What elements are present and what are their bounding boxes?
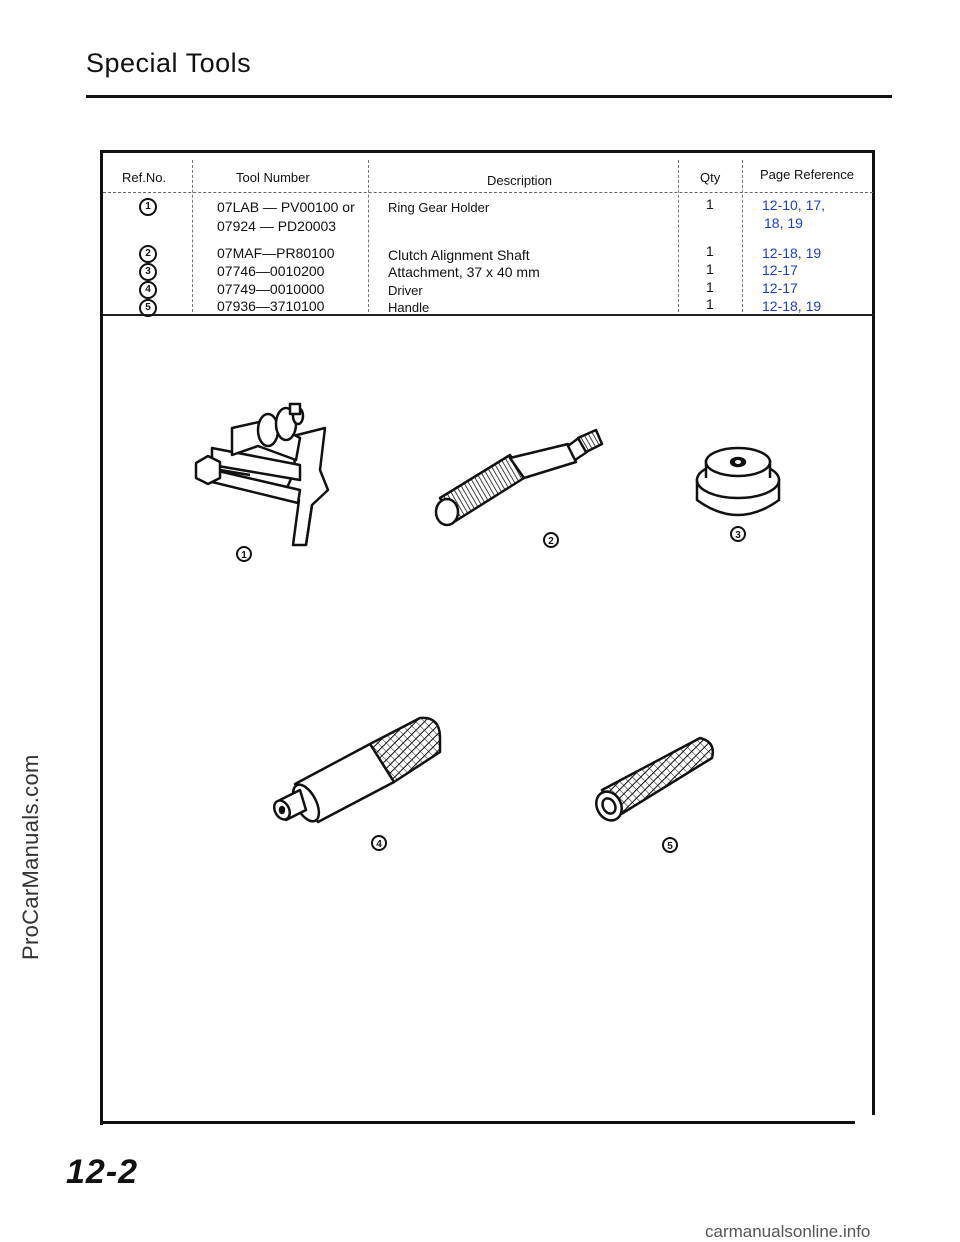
tool-description: Clutch Alignment Shaft	[388, 247, 530, 263]
illustration-number: 2	[548, 536, 554, 547]
tool-number: 07LAB — PV00100 or	[217, 199, 355, 215]
tool-qty: 1	[706, 196, 714, 212]
driver-illustration	[271, 718, 440, 826]
tool-qty: 1	[706, 279, 714, 295]
tool-description: Attachment, 37 x 40 mm	[388, 264, 540, 280]
tool-number: 07749—0010000	[217, 281, 325, 297]
tool-number: 07924 — PD20003	[217, 218, 337, 234]
tool-description: Handle	[388, 300, 430, 315]
page-reference: 12-18, 19	[762, 245, 822, 261]
illustration-number: 5	[667, 841, 673, 852]
handle-illustration	[591, 738, 712, 825]
page-reference: 12-18, 19	[762, 298, 822, 314]
page-reference: 12-17	[762, 262, 798, 278]
page-title: Special Tools	[86, 48, 252, 78]
header-ref-no: Ref.No.	[122, 170, 167, 185]
tool-number: 07746—0010200	[217, 263, 325, 279]
page-reference: 18, 19	[764, 215, 803, 231]
illustration-label	[372, 836, 386, 850]
tool-description: Driver	[388, 283, 423, 298]
clutch-alignment-shaft-illustration	[436, 430, 602, 525]
ref-number-badge: 1	[139, 198, 157, 216]
illustration-number: 3	[735, 530, 741, 541]
illustration-number: 4	[376, 839, 382, 850]
page-number: 12-2	[66, 1153, 139, 1191]
tool-qty: 1	[706, 296, 714, 312]
illustration-label	[544, 533, 558, 547]
tool-description: Ring Gear Holder	[388, 200, 490, 215]
ref-number-badge: 2	[139, 245, 157, 263]
ref-number-badge: 5	[139, 299, 157, 317]
illustration-label	[663, 838, 677, 852]
ring-gear-holder-illustration	[196, 404, 328, 545]
tool-qty: 1	[706, 261, 714, 277]
tool-number: 07936—3710100	[217, 298, 325, 314]
header-tool-number: Tool Number	[236, 170, 310, 185]
illustration-label	[731, 527, 745, 541]
illustration-number: 1	[241, 550, 247, 561]
ref-number-badge: 4	[139, 281, 157, 299]
header-description: Description	[487, 173, 553, 188]
side-watermark: ProCarManuals.com	[18, 754, 43, 960]
header-qty: Qty	[700, 170, 721, 185]
footer-watermark: carmanualsonline.info	[705, 1222, 871, 1241]
page-reference: 12-10, 17,	[762, 197, 826, 213]
attachment-illustration	[697, 448, 779, 515]
header-page-reference: Page Reference	[760, 167, 854, 182]
tool-number: 07MAF—PR80100	[217, 245, 335, 261]
tool-qty: 1	[706, 243, 714, 259]
ref-number-badge: 3	[139, 263, 157, 281]
illustration-label	[237, 547, 251, 561]
page-reference: 12-17	[762, 280, 798, 296]
